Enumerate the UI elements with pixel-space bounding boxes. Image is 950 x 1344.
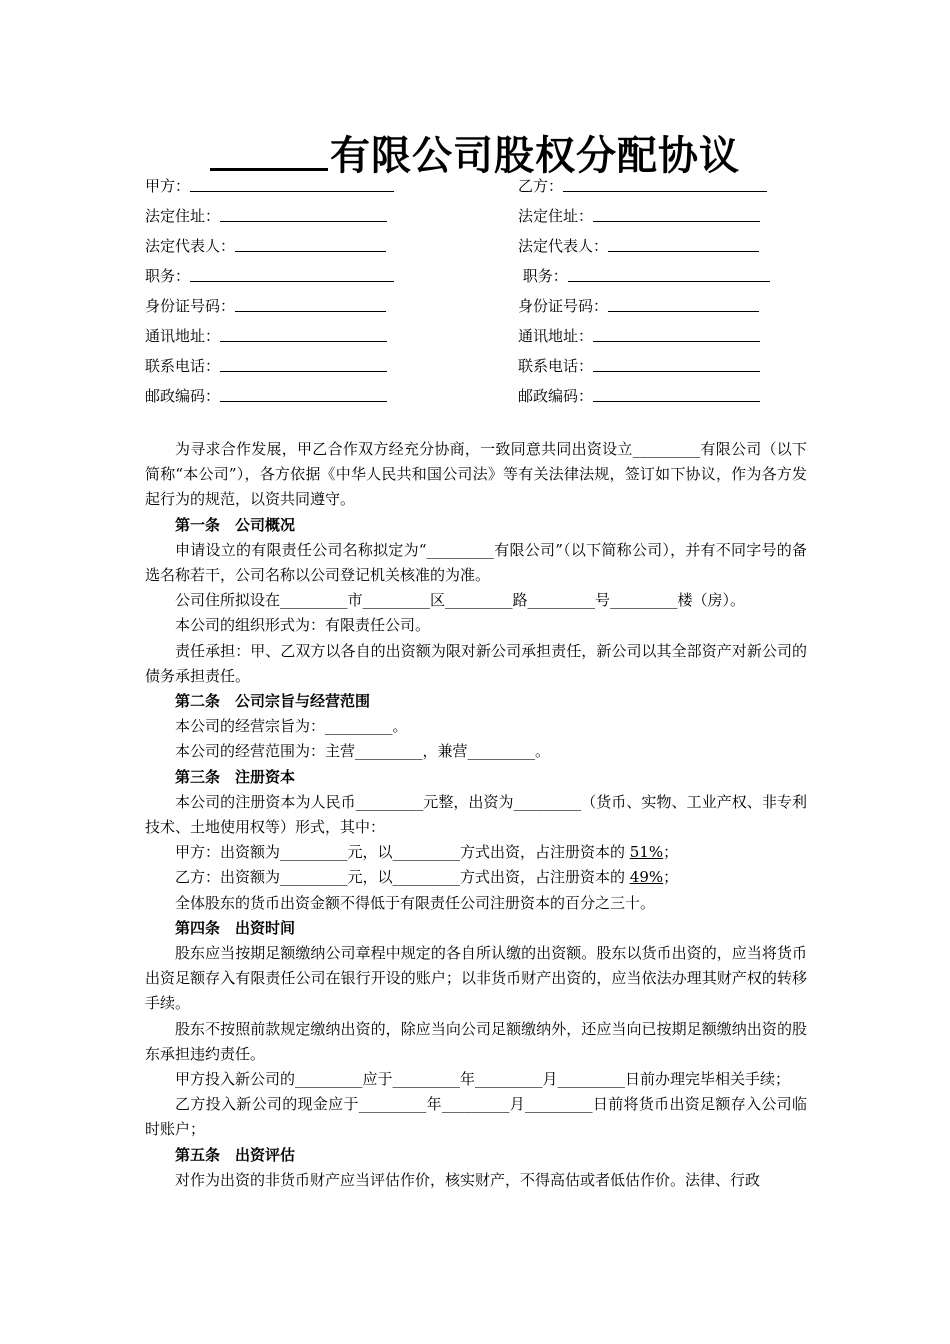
party-b-name-label: 乙方： <box>518 177 564 195</box>
party-b-rep-line <box>608 231 759 252</box>
title-company-blank <box>210 134 328 171</box>
article-1-paragraph: 公司住所拟设在_________市_________区_________路_________号_________楼（房）。 <box>175 591 746 610</box>
party-a-zip-label: 邮政编码： <box>145 387 221 405</box>
party-a-mail-label: 通讯地址： <box>145 327 221 345</box>
article-5-paragraph: 对作为出资的非货币财产应当评估作价，核实财产，不得高估或者低估作价。法律、行政 <box>175 1170 761 1189</box>
party-b-row <box>518 291 770 321</box>
article-1-paragraph: 责任承担：甲、乙双方以各自的出资额为限对新公司承担责任，新公司以其全部资产对新公司的债务承担责任。 <box>145 641 807 685</box>
article-2-paragraph: 本公司的经营宗旨为：_________。 <box>175 717 408 736</box>
party-a-row <box>145 231 394 261</box>
party-b-zip-line <box>593 381 760 402</box>
party-a-row <box>145 261 394 291</box>
article-1-paragraph: 申请设立的有限责任公司名称拟定为“_________有限公司”（以下简称公司），并有不同字号的备选名称若干，公司名称以公司登记机关核准的为准。 <box>145 540 807 585</box>
party-a-phone-label: 联系电话： <box>145 357 221 375</box>
party-b-zip-label: 邮政编码： <box>518 387 594 405</box>
party-a-row <box>145 291 394 321</box>
article-3-paragraph: 本公司的注册资本为人民币_________元整，出资为_________（货币、实物、工业产权、非专利技术、土地使用权等）形式，其中： <box>145 792 807 837</box>
party-b-row <box>518 171 770 201</box>
party-a-title-line <box>190 261 394 282</box>
share-text: 甲方：出资额为_________元，以_________方式出资，占注册资本的 <box>175 843 630 862</box>
party-a-share-percent: 51% <box>629 843 664 862</box>
party-a-row <box>145 171 394 201</box>
share-text: 乙方：出资额为_________元，以_________方式出资，占注册资本的 <box>175 868 630 887</box>
article-4-paragraph: 甲方投入新公司的_________应于_________年_________月_________日前办理完毕相关手续； <box>175 1070 791 1089</box>
party-b-row <box>518 201 770 231</box>
share-text-end: ； <box>663 868 679 887</box>
party-a-title-label: 职务： <box>145 267 191 285</box>
party-a-block <box>145 171 394 411</box>
party-b-mail-label: 通讯地址： <box>518 327 594 345</box>
share-text-end: ； <box>663 843 679 862</box>
party-b-id-label: 身份证号码： <box>518 297 609 315</box>
party-b-share-percent: 49% <box>629 868 664 887</box>
party-b-id-line <box>608 291 759 312</box>
article-4-heading: 第四条 出资时间 <box>175 918 296 937</box>
party-b-phone-line <box>593 351 760 372</box>
party-a-mail-line <box>220 321 387 342</box>
article-4-paragraph: 乙方投入新公司的现金应于_________年_________月_________日前将货币出资足额存入公司临时账户； <box>145 1095 807 1139</box>
title-text: 有限公司股权分配协议 <box>330 133 740 179</box>
party-a-row <box>145 321 394 351</box>
party-a-rep-label: 法定代表人： <box>145 237 236 255</box>
party-a-row <box>145 201 394 231</box>
party-a-id-label: 身份证号码： <box>145 297 236 315</box>
article-3-paragraph: 全体股东的货币出资金额不得低于有限责任公司注册资本的百分之三十。 <box>175 893 656 912</box>
party-b-address-line <box>593 201 760 222</box>
party-b-block <box>518 171 770 411</box>
party-b-row <box>518 351 770 381</box>
party-b-row <box>518 381 770 411</box>
party-a-zip-line <box>220 381 387 402</box>
article-5-heading: 第五条 出资评估 <box>175 1145 296 1164</box>
article-3-party-a-share <box>145 840 807 865</box>
party-a-name-label: 甲方： <box>145 177 191 195</box>
party-a-row <box>145 381 394 411</box>
agreement-body <box>145 437 807 1193</box>
party-a-address-line <box>220 201 387 222</box>
party-b-row <box>518 231 770 261</box>
party-a-name-line <box>190 171 394 192</box>
article-2-paragraph: 本公司的经营范围为：主营_________，兼营_________。 <box>175 742 551 761</box>
party-b-rep-label: 法定代表人： <box>518 237 609 255</box>
party-b-phone-label: 联系电话： <box>518 357 594 375</box>
article-4-paragraph: 股东不按照前款规定缴纳出资的，除应当向公司足额缴纳外，还应当向已按期足额缴纳出资的股东承担违约责任。 <box>145 1019 807 1063</box>
party-b-row <box>518 321 770 351</box>
party-b-name-line <box>563 171 767 192</box>
article-1-heading: 第一条 公司概况 <box>175 515 296 534</box>
article-3-heading: 第三条 注册资本 <box>175 767 296 786</box>
party-a-phone-line <box>220 351 387 372</box>
party-b-title-label: 职务： <box>518 267 568 285</box>
party-a-row <box>145 351 394 381</box>
party-b-title-line <box>568 261 770 282</box>
document-title <box>0 124 950 181</box>
party-b-mail-line <box>593 321 760 342</box>
intro-paragraph: 为寻求合作发展，甲乙合作双方经充分协商，一致同意共同出资设立_________有限公司（以下简称“本公司”），各方依据《中华人民共和国公司法》等有关法律法规，签订如下协议，作为各方发起行为的规范，以资共同遵守。 <box>145 440 807 509</box>
party-a-address-label: 法定住址： <box>145 207 221 225</box>
article-2-heading: 第二条 公司宗旨与经营范围 <box>175 692 371 711</box>
party-a-rep-line <box>235 231 386 252</box>
party-b-row <box>518 261 770 291</box>
article-4-paragraph: 股东应当按期足额缴纳公司章程中规定的各自所认缴的出资额。股东以货币出资的，应当将货币出资足额存入有限责任公司在银行开设的账户；以非货币财产出资的，应当依法办理其财产权的转移手续。 <box>145 944 807 1013</box>
article-3-party-b-share <box>145 865 807 890</box>
party-b-address-label: 法定住址： <box>518 207 594 225</box>
party-a-id-line <box>235 291 386 312</box>
article-1-paragraph: 本公司的组织形式为：有限责任公司。 <box>175 616 431 635</box>
